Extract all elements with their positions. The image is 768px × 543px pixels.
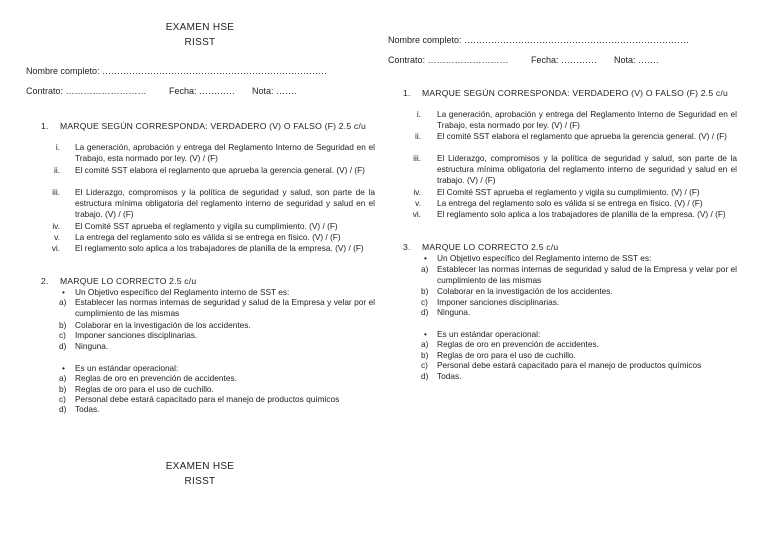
option-text: Personal debe estará capacitado para el manejo de productos químicos — [437, 360, 702, 370]
option-text: Todas. — [75, 404, 100, 414]
tf-item-text: El Liderazgo, compromisos y la política de seguridad y salud, son parte de la estructura mínima obligatoria del reglamento interno de seguridad y salud en el trabajo. (V) / (F) — [75, 187, 375, 219]
tf-item-text: La generación, aprobación y entrega del Reglamento Interno de Seguridad en el Trabajo, esta normado por ley. (V) / (F) — [437, 109, 737, 130]
exam-subtitle: RISST — [184, 37, 216, 48]
question-text: Es un estándar operacional: — [75, 363, 179, 373]
tf-item-text: El Comité SST aprueba el reglamento y vigila su cumplimiento. (V) / (F) — [75, 221, 338, 231]
option-text: Reglas de oro para el uso de cuchillo. — [437, 350, 576, 360]
bullet-icon: • — [424, 329, 427, 339]
exam-subtitle-repeat: RISST — [184, 476, 216, 487]
option-text: Ninguna. — [75, 341, 109, 351]
bullet-icon: • — [424, 253, 427, 263]
option-letter: b) — [421, 350, 429, 360]
option-letter: b) — [421, 286, 429, 296]
option-letter: d) — [421, 371, 429, 381]
date-field-right: Fecha: ………… — [531, 55, 598, 65]
tf-item-number: iv. — [52, 221, 60, 231]
option-letter: a) — [59, 297, 67, 307]
grade-field: Nota: ……. — [252, 86, 297, 96]
option-letter: c) — [421, 297, 428, 307]
option-text: Ninguna. — [437, 307, 471, 317]
option-letter: c) — [421, 360, 428, 370]
tf-item-number: iv. — [413, 187, 421, 197]
option-text: Todas. — [437, 371, 462, 381]
date-field: Fecha: ………… — [169, 86, 236, 96]
option-text: Reglas de oro en prevención de accidentes. — [75, 373, 237, 383]
tf-item-number: i. — [416, 109, 421, 119]
option-letter: b) — [59, 320, 67, 330]
option-text: Imponer sanciones disciplinarias. — [75, 330, 198, 340]
tf-item-text: El Liderazgo, compromisos y la política de seguridad y salud, son parte de la estructura mínima obligatoria del reglamento interno de seguridad y salud en el trabajo. (V) / (F) — [437, 153, 737, 185]
tf-item-number: vi. — [412, 209, 421, 219]
option-text: Reglas de oro para el uso de cuchillo. — [75, 384, 214, 394]
option-text: Colaborar en la investigación de los accidentes. — [75, 320, 251, 330]
section1-title-right: MARQUE SEGÚN CORRESPONDA: VERDADERO (V) O FALSO (F) 2.5 c/u — [422, 88, 728, 98]
question-text: Un Objetivo específico del Reglamento interno de SST es: — [437, 253, 652, 263]
question-text: Un Objetivo específico del Reglamento interno de SST es: — [75, 287, 290, 297]
tf-item-number: ii. — [415, 131, 421, 141]
option-letter: d) — [421, 307, 429, 317]
option-letter: a) — [421, 264, 429, 274]
section1-number: 1. — [41, 121, 49, 131]
tf-item-number: vi. — [51, 243, 60, 253]
option-text: Reglas de oro en prevención de accidentes. — [437, 339, 599, 349]
contract-field-right: Contrato: ……………………… — [388, 55, 509, 65]
tf-item-text: La entrega del reglamento solo es válida si se entrega en físico. (V) / (F) — [75, 232, 341, 242]
option-text: Imponer sanciones disciplinarias. — [437, 297, 560, 307]
section1-title: MARQUE SEGÚN CORRESPONDA: VERDADERO (V) O FALSO (F) 2.5 c/u — [60, 121, 366, 131]
option-text: Establecer las normas internas de seguridad y salud de la Empresa y velar por el cumplimiento de las mismas — [437, 264, 737, 285]
tf-item-number: v. — [54, 232, 60, 242]
option-letter: c) — [59, 330, 66, 340]
tf-item-text: El reglamento solo aplica a los trabajadores de planilla de la empresa. (V) / (F) — [437, 209, 726, 219]
section1-number-right: 1. — [403, 88, 411, 98]
option-text: Personal debe estará capacitado para el manejo de productos químicos — [75, 394, 340, 404]
option-letter: a) — [421, 339, 429, 349]
exam-title: EXAMEN HSE — [165, 22, 235, 33]
tf-item-text: El comité SST elabora el reglamento que aprueba la gerencia general. (V) / (F) — [437, 131, 727, 141]
tf-item-text: El reglamento solo aplica a los trabajadores de planilla de la empresa. (V) / (F) — [75, 243, 364, 253]
exam-title-repeat: EXAMEN HSE — [165, 461, 235, 472]
tf-item-number: iii. — [52, 187, 60, 197]
contract-field: Contrato: ……………………… — [26, 86, 147, 96]
question-text: Es un estándar operacional: — [437, 329, 541, 339]
section3-number: 3. — [403, 242, 411, 252]
tf-item-number: v. — [415, 198, 421, 208]
option-text: Colaborar en la investigación de los accidentes. — [437, 286, 613, 296]
tf-item-number: i. — [55, 142, 60, 152]
tf-item-text: El Comité SST aprueba el reglamento y vigila su cumplimiento. (V) / (F) — [437, 187, 700, 197]
option-text: Establecer las normas internas de seguridad y salud de la Empresa y velar por el cumplimiento de las mismas — [75, 297, 375, 318]
tf-item-text: El comité SST elabora el reglamento que aprueba la gerencia general. (V) / (F) — [75, 165, 365, 175]
bullet-icon: • — [62, 287, 65, 297]
option-letter: d) — [59, 341, 67, 351]
tf-item-number: ii. — [54, 165, 60, 175]
option-letter: d) — [59, 404, 67, 414]
option-letter: c) — [59, 394, 66, 404]
tf-item-text: La generación, aprobación y entrega del Reglamento Interno de Seguridad en el Trabajo, esta normado por ley. (V) / (F) — [75, 142, 375, 163]
section3-title: MARQUE LO CORRECTO 2.5 c/u — [422, 242, 559, 252]
tf-item-number: iii. — [413, 153, 421, 163]
name-field: Nombre completo: ………………………………………………………………… — [26, 66, 328, 76]
name-field-right: Nombre completo: ………………………………………………………………… — [388, 35, 690, 45]
grade-field-right: Nota: ……. — [614, 55, 659, 65]
tf-item-text: La entrega del reglamento solo es válida si se entrega en físico. (V) / (F) — [437, 198, 703, 208]
section2-title: MARQUE LO CORRECTO 2.5 c/u — [60, 276, 197, 286]
option-letter: b) — [59, 384, 67, 394]
bullet-icon: • — [62, 363, 65, 373]
option-letter: a) — [59, 373, 67, 383]
section2-number: 2. — [41, 276, 49, 286]
